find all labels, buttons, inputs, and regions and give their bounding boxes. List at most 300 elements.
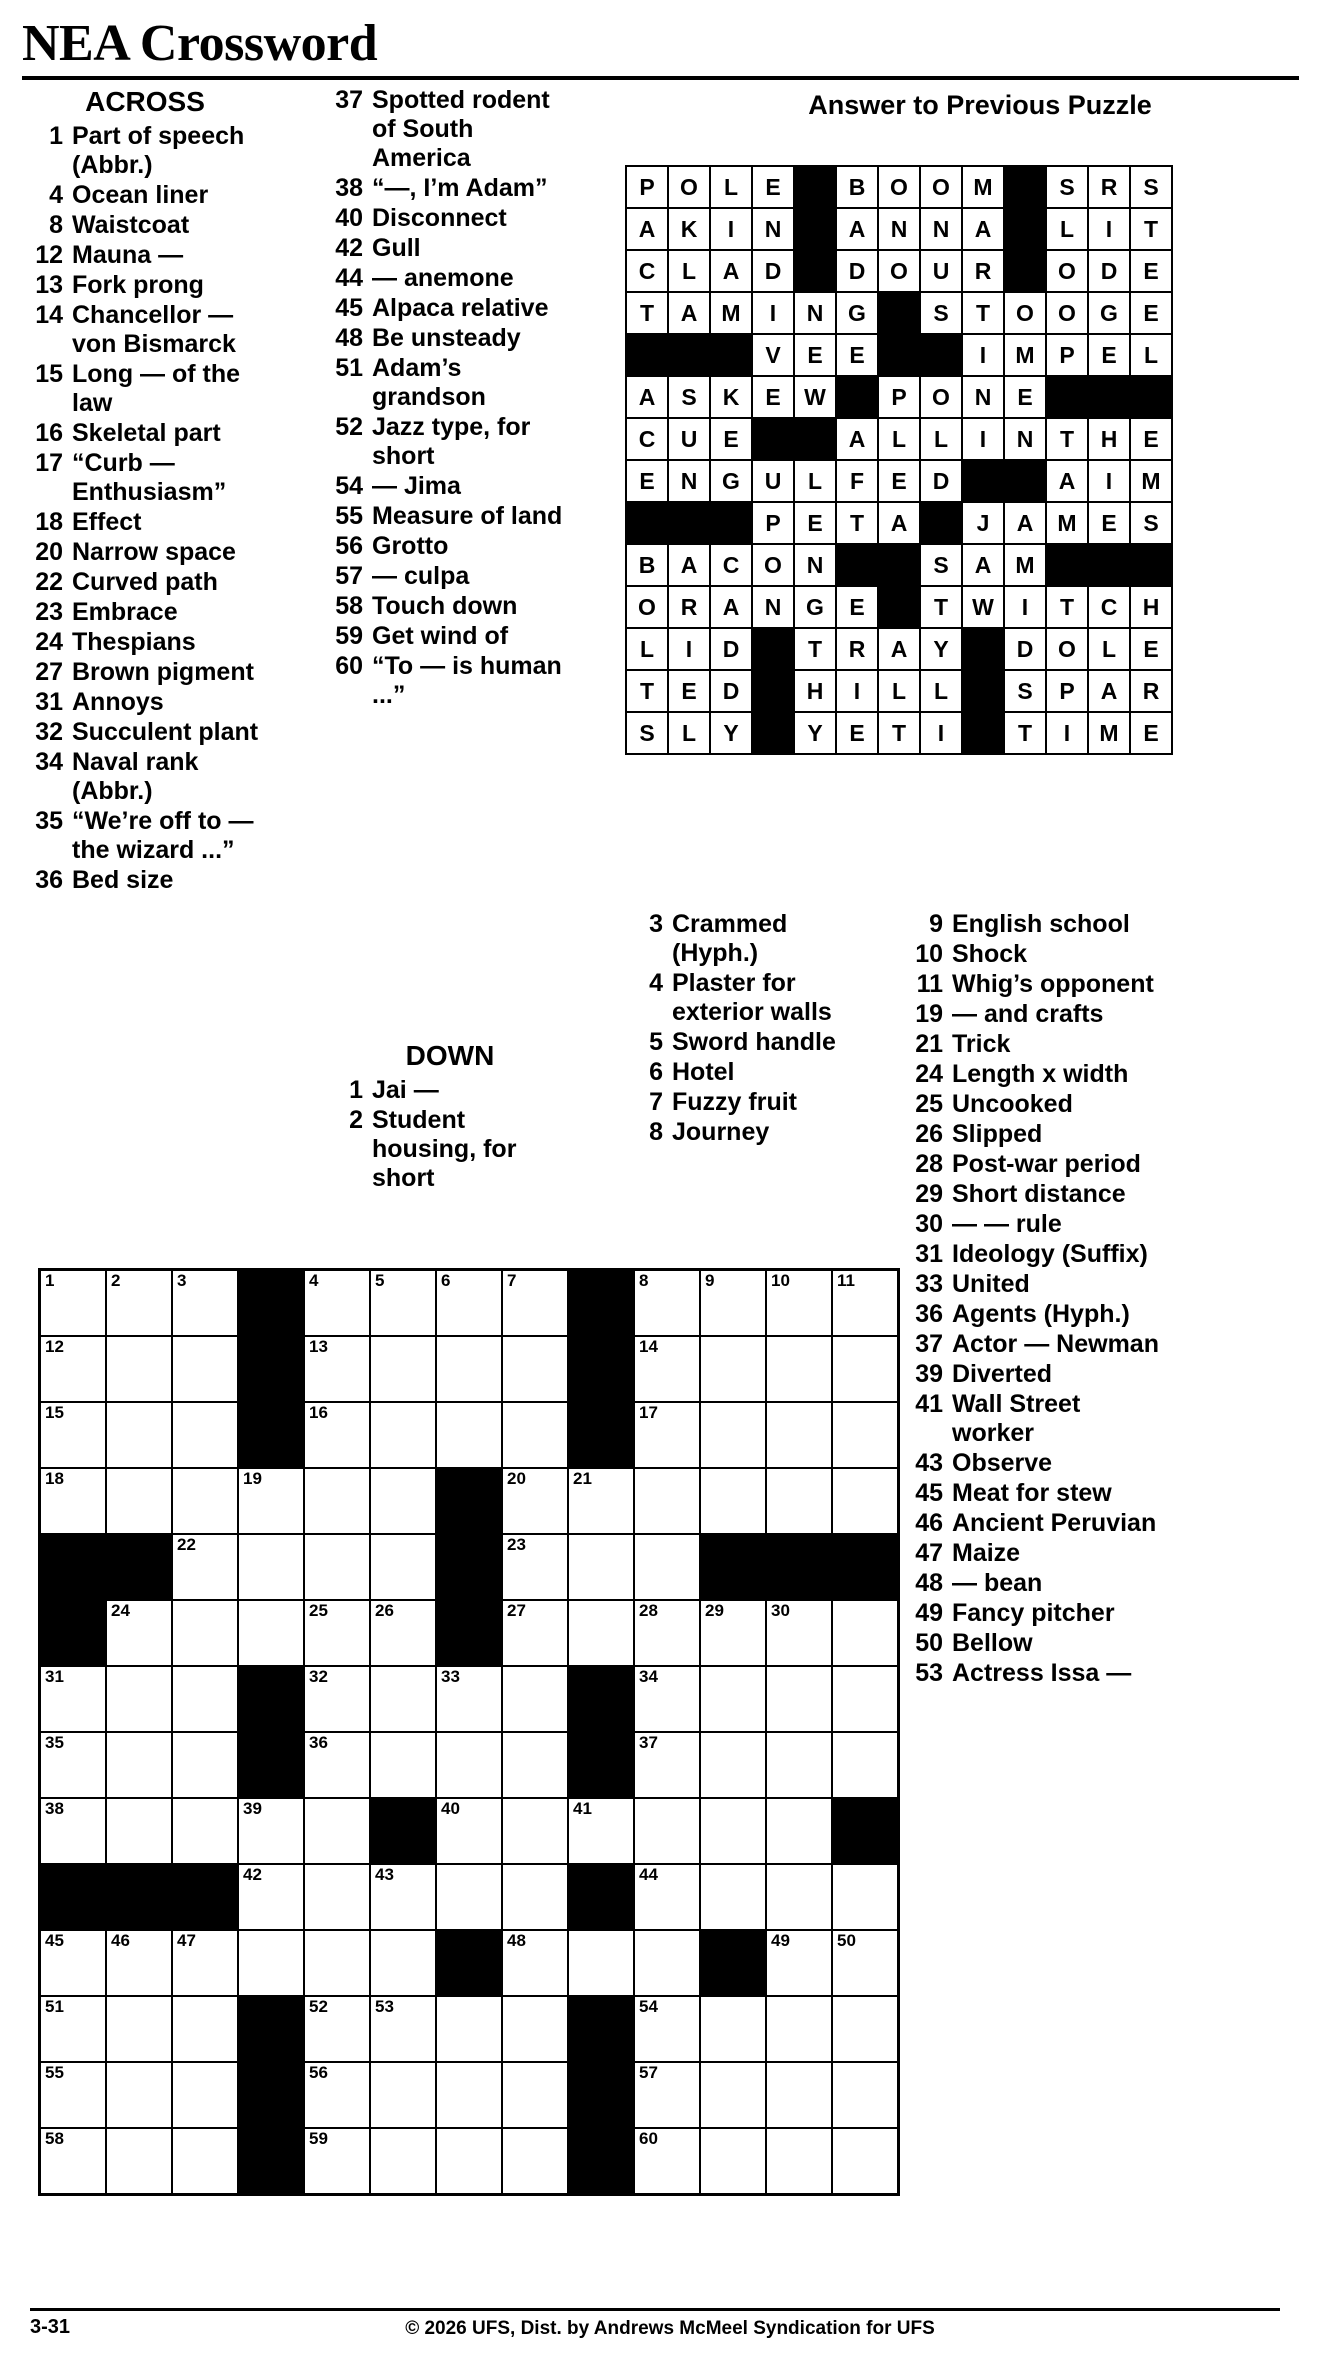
puzzle-grid-row <box>40 1468 899 1534</box>
clue-text: Plaster for exterior walls <box>672 969 832 1026</box>
puzzle-grid-cell[interactable] <box>700 1666 766 1732</box>
puzzle-grid-cell[interactable] <box>106 1666 172 1732</box>
clue-number: 14 <box>35 301 63 330</box>
puzzle-grid-cell[interactable] <box>172 1666 238 1732</box>
answer-grid-cell: T <box>1046 586 1088 628</box>
puzzle-grid-row <box>40 1864 899 1930</box>
clue-text: Actress Issa — <box>952 1659 1132 1687</box>
answer-grid-block <box>668 502 710 544</box>
answer-grid-cell: E <box>1004 376 1046 418</box>
puzzle-grid-cell[interactable] <box>172 1930 238 1996</box>
clue-number: 33 <box>915 1270 943 1298</box>
puzzle-grid-cell[interactable] <box>238 1930 304 1996</box>
clue-number: 60 <box>335 652 363 680</box>
answer-grid-block <box>920 502 962 544</box>
answer-grid-block <box>1088 376 1130 418</box>
puzzle-grid-cell[interactable] <box>304 1798 370 1864</box>
puzzle-grid-cell[interactable] <box>766 1402 832 1468</box>
puzzle-grid-cell[interactable] <box>568 1468 634 1534</box>
puzzle-grid-cell[interactable] <box>436 1732 502 1798</box>
puzzle-grid-cell[interactable] <box>436 1402 502 1468</box>
puzzle-grid-cell[interactable] <box>634 1864 700 1930</box>
puzzle-grid-cell[interactable] <box>502 1732 568 1798</box>
clue-number: 1 <box>49 122 63 151</box>
puzzle-grid-cell[interactable] <box>106 1402 172 1468</box>
puzzle-grid-cell[interactable] <box>700 1864 766 1930</box>
puzzle-grid-cell[interactable] <box>106 1798 172 1864</box>
puzzle-grid-cell[interactable] <box>304 1402 370 1468</box>
puzzle-grid-cell[interactable] <box>766 1996 832 2062</box>
puzzle-grid-cell[interactable] <box>106 1600 172 1666</box>
puzzle-grid-cell[interactable] <box>304 1930 370 1996</box>
answer-grid-cell: S <box>920 292 962 334</box>
answer-grid-row <box>626 502 1172 544</box>
puzzle-grid-cell[interactable] <box>634 2062 700 2128</box>
clue-text: Observe <box>952 1449 1053 1477</box>
answer-grid-cell: A <box>668 292 710 334</box>
puzzle-cell-number: 37 <box>639 1733 658 1752</box>
puzzle-grid-cell[interactable] <box>700 1402 766 1468</box>
puzzle-grid-cell[interactable] <box>40 1336 107 1402</box>
puzzle-grid-cell[interactable] <box>172 1732 238 1798</box>
puzzle-grid-block <box>568 1666 634 1732</box>
clue-number: 36 <box>35 866 63 895</box>
puzzle-grid-cell[interactable] <box>502 1996 568 2062</box>
puzzle-grid-cell[interactable] <box>304 1468 370 1534</box>
answer-grid-cell: I <box>668 628 710 670</box>
clue-number: 31 <box>915 1240 943 1268</box>
puzzle-grid-cell[interactable] <box>106 2128 172 2195</box>
puzzle-grid-block <box>568 1732 634 1798</box>
answer-grid-cell: N <box>794 544 836 586</box>
clue-text: Jai — <box>372 1076 439 1105</box>
puzzle-grid-cell[interactable] <box>172 1402 238 1468</box>
puzzle-grid-cell[interactable] <box>304 2062 370 2128</box>
answer-grid-cell: E <box>836 334 878 376</box>
answer-grid-cell: S <box>1130 502 1172 544</box>
puzzle-grid-cell[interactable] <box>634 1930 700 1996</box>
puzzle-grid-cell[interactable] <box>634 1336 700 1402</box>
puzzle-grid-cell[interactable] <box>304 1336 370 1402</box>
puzzle-grid-cell[interactable] <box>370 1534 436 1600</box>
puzzle-grid-cell[interactable] <box>502 2128 568 2195</box>
puzzle-grid-block <box>436 1930 502 1996</box>
answer-grid-cell: A <box>626 208 668 250</box>
puzzle-cell-number: 54 <box>639 1997 658 2016</box>
puzzle-grid-cell[interactable] <box>634 2128 700 2195</box>
puzzle-grid-cell[interactable] <box>568 1930 634 1996</box>
puzzle-grid-cell[interactable] <box>304 1270 370 1337</box>
puzzle-cell-number: 1 <box>45 1271 55 1290</box>
clue-text: Effect <box>72 508 142 537</box>
puzzle-grid-cell[interactable] <box>370 1336 436 1402</box>
puzzle-grid-cell[interactable] <box>40 1732 107 1798</box>
answer-grid-block <box>752 712 794 754</box>
header-divider <box>22 76 1299 80</box>
puzzle-grid-cell[interactable] <box>832 1600 899 1666</box>
clue-text: Long — of the law <box>72 360 241 418</box>
puzzle-grid-cell[interactable] <box>436 1336 502 1402</box>
puzzle-grid-cell[interactable] <box>766 1798 832 1864</box>
puzzle-grid-cell[interactable] <box>436 1864 502 1930</box>
down-clue-item <box>630 1118 860 1147</box>
answer-grid-block <box>1046 544 1088 586</box>
puzzle-grid-cell[interactable] <box>172 1468 238 1534</box>
answer-grid-cell: L <box>878 418 920 460</box>
puzzle-grid-cell[interactable] <box>172 2128 238 2195</box>
puzzle-grid[interactable] <box>38 1268 900 2196</box>
down-clues-column-3 <box>910 910 1160 1689</box>
puzzle-grid-block <box>238 2062 304 2128</box>
down-clue-item <box>910 1000 1160 1029</box>
puzzle-grid-cell[interactable] <box>238 1534 304 1600</box>
down-clue-item <box>910 1060 1160 1089</box>
puzzle-grid-cell[interactable] <box>172 2062 238 2128</box>
puzzle-grid-cell[interactable] <box>238 1468 304 1534</box>
puzzle-grid-cell[interactable] <box>436 1666 502 1732</box>
answer-grid-cell: A <box>668 544 710 586</box>
puzzle-grid-cell[interactable] <box>568 1798 634 1864</box>
puzzle-grid-cell[interactable] <box>832 1996 899 2062</box>
puzzle-grid-cell[interactable] <box>766 2128 832 2195</box>
down-clue-item <box>910 1300 1160 1329</box>
puzzle-grid-cell[interactable] <box>238 1864 304 1930</box>
answer-grid-cell: Y <box>794 712 836 754</box>
across-clue-item <box>30 449 260 507</box>
puzzle-cell-number: 24 <box>111 1601 130 1620</box>
puzzle-grid-cell[interactable] <box>766 2062 832 2128</box>
puzzle-grid-cell[interactable] <box>634 1732 700 1798</box>
clue-number: 22 <box>35 568 63 597</box>
puzzle-grid-cell[interactable] <box>766 1468 832 1534</box>
puzzle-grid-cell[interactable] <box>502 1336 568 1402</box>
clue-text: “Curb — Enthusiasm” <box>72 449 227 507</box>
clue-number: 51 <box>335 354 363 382</box>
puzzle-grid-cell[interactable] <box>568 1600 634 1666</box>
puzzle-grid-cell[interactable] <box>700 1732 766 1798</box>
puzzle-cell-number: 25 <box>309 1601 328 1620</box>
puzzle-cell-number: 35 <box>45 1733 64 1752</box>
across-clue-item <box>30 241 260 270</box>
puzzle-grid-cell[interactable] <box>634 1666 700 1732</box>
puzzle-grid-cell[interactable] <box>436 2062 502 2128</box>
puzzle-grid-cell[interactable] <box>634 1798 700 1864</box>
puzzle-grid-cell[interactable] <box>700 1996 766 2062</box>
answer-grid-cell: P <box>1046 670 1088 712</box>
across-clue-item <box>30 748 260 806</box>
puzzle-grid-cell[interactable] <box>40 2062 107 2128</box>
puzzle-grid-cell[interactable] <box>370 1996 436 2062</box>
puzzle-grid-cell[interactable] <box>370 1270 436 1337</box>
puzzle-grid-cell[interactable] <box>700 1600 766 1666</box>
puzzle-grid-cell[interactable] <box>436 1996 502 2062</box>
answer-grid-cell: T <box>626 292 668 334</box>
puzzle-grid-cell[interactable] <box>436 1270 502 1337</box>
puzzle-grid-cell[interactable] <box>304 1996 370 2062</box>
clue-number: 58 <box>335 592 363 620</box>
puzzle-grid-block <box>40 1600 107 1666</box>
answer-grid-cell: B <box>836 166 878 208</box>
across-clue-item <box>330 652 570 710</box>
puzzle-grid-cell[interactable] <box>700 2128 766 2195</box>
answer-grid-block <box>1004 460 1046 502</box>
clue-text: Grotto <box>372 532 449 560</box>
clue-text: Embrace <box>72 598 178 627</box>
answer-grid-block <box>752 418 794 460</box>
answer-grid-block <box>626 502 668 544</box>
puzzle-grid-cell[interactable] <box>766 1600 832 1666</box>
puzzle-grid-cell[interactable] <box>370 1468 436 1534</box>
puzzle-grid-cell[interactable] <box>502 1600 568 1666</box>
puzzle-grid-cell[interactable] <box>40 1468 107 1534</box>
puzzle-cell-number: 13 <box>309 1337 328 1356</box>
puzzle-grid-cell[interactable] <box>304 1864 370 1930</box>
puzzle-grid-cell[interactable] <box>766 1666 832 1732</box>
clue-number: 12 <box>35 241 63 270</box>
puzzle-grid-cell[interactable] <box>40 1996 107 2062</box>
clue-text: — — rule <box>952 1210 1062 1238</box>
down-clue-item <box>910 1330 1160 1359</box>
puzzle-grid-cell[interactable] <box>40 2128 107 2195</box>
puzzle-grid-cell[interactable] <box>106 1468 172 1534</box>
puzzle-cell-number: 51 <box>45 1997 64 2016</box>
puzzle-grid-cell[interactable] <box>370 2062 436 2128</box>
puzzle-grid-cell[interactable] <box>304 1600 370 1666</box>
puzzle-cell-number: 44 <box>639 1865 658 1884</box>
puzzle-grid-cell[interactable] <box>700 1336 766 1402</box>
answer-grid-cell: F <box>836 460 878 502</box>
puzzle-grid-cell[interactable] <box>370 1402 436 1468</box>
copyright-notice: © 2026 UFS, Dist. by Andrews McMeel Syndication for UFS <box>405 2318 935 2339</box>
puzzle-grid-block <box>370 1798 436 1864</box>
clue-text: Waistcoat <box>72 211 190 240</box>
puzzle-grid-block <box>238 1666 304 1732</box>
puzzle-grid-cell[interactable] <box>502 1402 568 1468</box>
clue-text: — bean <box>952 1569 1043 1597</box>
answer-grid-row <box>626 670 1172 712</box>
puzzle-grid-cell[interactable] <box>502 1930 568 1996</box>
puzzle-grid-cell[interactable] <box>502 1666 568 1732</box>
across-clue-item <box>330 234 570 263</box>
puzzle-grid-cell[interactable] <box>832 1864 899 1930</box>
clue-text: Be unsteady <box>372 324 521 352</box>
puzzle-grid-cell[interactable] <box>832 1666 899 1732</box>
puzzle-grid-cell[interactable] <box>832 2128 899 2195</box>
clue-text: Wall Street worker <box>952 1390 1081 1447</box>
puzzle-grid-cell[interactable] <box>766 1270 832 1337</box>
puzzle-grid-cell[interactable] <box>832 1468 899 1534</box>
answer-grid-cell: G <box>836 292 878 334</box>
answer-grid-cell: N <box>962 376 1004 418</box>
answer-grid-row <box>626 250 1172 292</box>
puzzle-grid-cell[interactable] <box>832 1732 899 1798</box>
across-heading: ACROSS <box>85 86 205 117</box>
clue-text: Sword handle <box>672 1028 836 1056</box>
puzzle-grid-cell[interactable] <box>370 1666 436 1732</box>
puzzle-grid-cell[interactable] <box>370 1930 436 1996</box>
puzzle-grid-cell[interactable] <box>502 1798 568 1864</box>
clue-number: 9 <box>929 910 943 938</box>
clue-text: Skeletal part <box>72 419 221 448</box>
puzzle-grid-cell[interactable] <box>700 1468 766 1534</box>
clue-text: Curved path <box>72 568 218 597</box>
answer-grid-cell: A <box>710 250 752 292</box>
answer-grid-block <box>962 460 1004 502</box>
clue-number: 55 <box>335 502 363 530</box>
puzzle-cell-number: 52 <box>309 1997 328 2016</box>
puzzle-grid-cell[interactable] <box>766 1336 832 1402</box>
puzzle-grid-cell[interactable] <box>304 1732 370 1798</box>
puzzle-grid-cell[interactable] <box>106 1930 172 1996</box>
puzzle-grid-row <box>40 1930 899 1996</box>
puzzle-grid-cell[interactable] <box>832 1336 899 1402</box>
puzzle-grid-cell[interactable] <box>172 1996 238 2062</box>
puzzle-grid-cell[interactable] <box>634 1534 700 1600</box>
puzzle-cell-number: 59 <box>309 2129 328 2148</box>
puzzle-grid-cell[interactable] <box>502 2062 568 2128</box>
puzzle-grid-cell[interactable] <box>370 1732 436 1798</box>
puzzle-grid-cell[interactable] <box>40 1666 107 1732</box>
across-clue-item <box>30 598 260 627</box>
clue-number: 8 <box>649 1118 663 1146</box>
puzzle-grid-cell[interactable] <box>106 1996 172 2062</box>
answer-grid-cell: E <box>1130 712 1172 754</box>
puzzle-grid-cell[interactable] <box>634 1996 700 2062</box>
answer-grid-row <box>626 460 1172 502</box>
answer-grid-cell: R <box>668 586 710 628</box>
puzzle-grid-cell[interactable] <box>304 1534 370 1600</box>
answer-grid-block <box>1046 376 1088 418</box>
puzzle-cell-number: 3 <box>177 1271 187 1290</box>
puzzle-grid-cell[interactable] <box>370 1864 436 1930</box>
puzzle-grid-cell[interactable] <box>832 1930 899 1996</box>
puzzle-grid-cell[interactable] <box>106 2062 172 2128</box>
answer-grid-cell: W <box>794 376 836 418</box>
puzzle-grid-cell[interactable] <box>172 1600 238 1666</box>
clue-text: Bed size <box>72 866 174 895</box>
puzzle-grid-cell[interactable] <box>370 1600 436 1666</box>
puzzle-grid-cell[interactable] <box>634 1270 700 1337</box>
clue-text: Disconnect <box>372 204 507 232</box>
puzzle-grid-cell[interactable] <box>634 1402 700 1468</box>
puzzle-grid-block <box>106 1864 172 1930</box>
puzzle-grid-cell[interactable] <box>370 2128 436 2195</box>
answer-grid-cell: P <box>626 166 668 208</box>
answer-grid-cell: T <box>794 628 836 670</box>
puzzle-grid-cell[interactable] <box>700 1270 766 1337</box>
answer-grid-cell: K <box>668 208 710 250</box>
down-clues-column-1 <box>330 1040 570 1194</box>
puzzle-grid-cell[interactable] <box>106 1270 172 1337</box>
puzzle-cell-number: 58 <box>45 2129 64 2148</box>
puzzle-grid-cell[interactable] <box>238 1600 304 1666</box>
answer-grid-cell: A <box>878 628 920 670</box>
clue-text: Ideology (Suffix) <box>952 1240 1148 1268</box>
puzzle-grid-cell[interactable] <box>832 1270 899 1337</box>
answer-grid-cell: E <box>668 670 710 712</box>
puzzle-grid-cell[interactable] <box>502 1864 568 1930</box>
clue-number: 48 <box>335 324 363 352</box>
answer-grid-cell: C <box>1088 586 1130 628</box>
puzzle-grid-block <box>700 1930 766 1996</box>
answer-grid-cell: N <box>920 208 962 250</box>
puzzle-grid-cell[interactable] <box>172 1534 238 1600</box>
puzzle-grid-cell[interactable] <box>700 2062 766 2128</box>
puzzle-grid-cell[interactable] <box>436 2128 502 2195</box>
answer-grid-block <box>1130 544 1172 586</box>
puzzle-grid-cell[interactable] <box>634 1468 700 1534</box>
puzzle-grid-cell[interactable] <box>766 1864 832 1930</box>
answer-grid-row <box>626 544 1172 586</box>
answer-grid-cell: M <box>1004 544 1046 586</box>
answer-grid-cell: P <box>752 502 794 544</box>
answer-grid-cell: I <box>836 670 878 712</box>
across-clue-item <box>30 628 260 657</box>
puzzle-grid-cell[interactable] <box>40 1402 107 1468</box>
puzzle-grid-cell[interactable] <box>172 1798 238 1864</box>
puzzle-grid-block <box>436 1468 502 1534</box>
puzzle-grid-cell[interactable] <box>502 1270 568 1337</box>
puzzle-grid-cell[interactable] <box>40 1930 107 1996</box>
puzzle-grid-cell[interactable] <box>172 1336 238 1402</box>
puzzle-cell-number: 42 <box>243 1865 262 1884</box>
clue-text: Fuzzy fruit <box>672 1088 797 1116</box>
clue-text: — Jima <box>372 472 461 500</box>
answer-grid-cell: D <box>920 460 962 502</box>
puzzle-grid-cell[interactable] <box>832 2062 899 2128</box>
answer-grid-cell: M <box>1088 712 1130 754</box>
puzzle-grid-cell[interactable] <box>172 1270 238 1337</box>
puzzle-grid-cell[interactable] <box>40 1270 107 1337</box>
clue-number: 4 <box>49 181 63 210</box>
puzzle-grid-cell[interactable] <box>304 1666 370 1732</box>
puzzle-grid-row <box>40 1336 899 1402</box>
answer-grid-cell: A <box>962 208 1004 250</box>
across-clue-item <box>30 360 260 418</box>
down-heading: DOWN <box>405 1040 495 1071</box>
answer-grid-block <box>878 292 920 334</box>
puzzle-grid-cell[interactable] <box>700 1798 766 1864</box>
clue-text: English school <box>952 910 1130 938</box>
puzzle-grid-cell[interactable] <box>568 1534 634 1600</box>
puzzle-cell-number: 21 <box>573 1469 592 1488</box>
across-clue-item <box>30 122 260 180</box>
puzzle-grid-cell[interactable] <box>106 1732 172 1798</box>
puzzle-cell-number: 41 <box>573 1799 592 1818</box>
clue-number: 50 <box>915 1629 943 1657</box>
clue-number: 15 <box>35 360 63 389</box>
across-clue-item <box>330 472 570 501</box>
answer-grid-cell: O <box>1046 628 1088 670</box>
puzzle-grid-cell[interactable] <box>766 1732 832 1798</box>
answer-grid-block <box>878 334 920 376</box>
puzzle-grid-cell[interactable] <box>436 1798 502 1864</box>
answer-grid-cell: E <box>1088 334 1130 376</box>
puzzle-grid-cell[interactable] <box>502 1468 568 1534</box>
puzzle-grid-cell[interactable] <box>634 1600 700 1666</box>
answer-grid-cell: E <box>626 460 668 502</box>
puzzle-grid-cell[interactable] <box>832 1402 899 1468</box>
answer-grid-cell: O <box>920 376 962 418</box>
puzzle-grid-cell[interactable] <box>304 2128 370 2195</box>
puzzle-grid-cell[interactable] <box>766 1930 832 1996</box>
puzzle-grid-cell[interactable] <box>106 1336 172 1402</box>
puzzle-grid-cell[interactable] <box>502 1534 568 1600</box>
puzzle-grid-cell[interactable] <box>238 1798 304 1864</box>
puzzle-grid-cell[interactable] <box>40 1798 107 1864</box>
down-clue-item <box>910 1240 1160 1269</box>
answer-grid-cell: T <box>920 586 962 628</box>
